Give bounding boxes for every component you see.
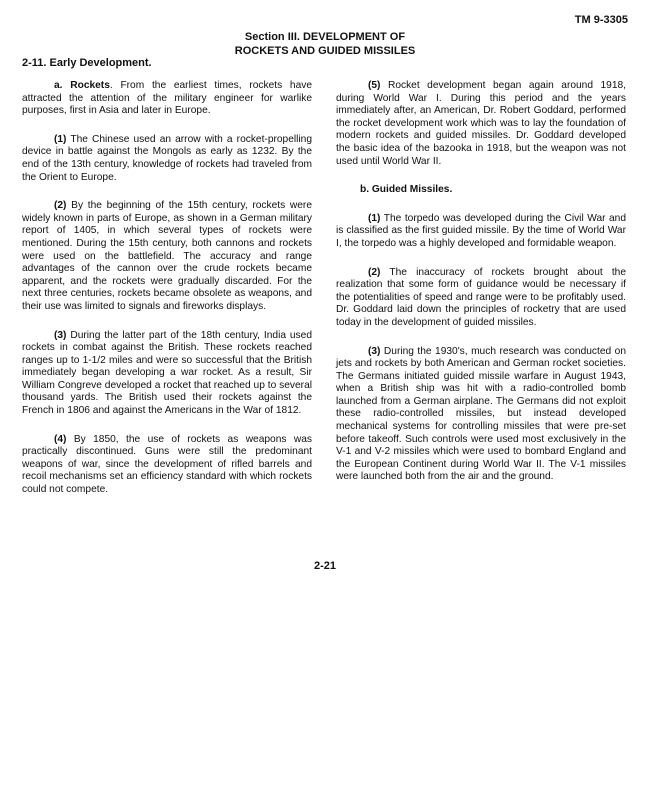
left-column [22, 80, 312, 513]
para-b-guided-missiles: b. Guided Missiles. [360, 184, 453, 196]
para-4 [22, 434, 312, 497]
para-b2-num: (2) [368, 266, 381, 278]
para-b3 [336, 346, 626, 485]
para-5-num: (5) [368, 80, 381, 91]
para-3 [22, 330, 312, 418]
section-title [0, 30, 650, 58]
para-a-label: a. Rockets [54, 80, 110, 91]
para-b1 [336, 213, 626, 251]
para-b1-text: The torpedo was developed during the Civil War and is classified as the first guided missile. By the time of World War I, the torpedo was a highly developed and formidable weapon. [336, 212, 626, 249]
para-1-num: (1) [54, 133, 67, 145]
para-1-text: The Chinese used an arrow with a rocket-propelling device in battle against the Mongols as early as 1232. By the end of the 13th century, knowledge of rockets had traveled from the Orient to Europe. [22, 133, 312, 183]
para-b2 [336, 267, 626, 330]
paragraph-heading: 2-11. Early Development. [22, 57, 152, 69]
para-2-text: By the beginning of the 15th century, rockets were widely known in parts of Europe, as shown in a German military report of 1405, in which several types of rockets were mentioned. During the 15th century, both cannons and rockets were used on the battlefield. The accuracy and range advantages of the cannon over the crude rockets became apparent, and the rockets were gradually discarded. For the next three centuries, rockets became obsolete as weapons, and their use was limited to signals and fireworks displays. [22, 200, 312, 312]
para-1 [22, 134, 312, 184]
para-4-num: (4) [54, 433, 67, 445]
para-b3-num: (3) [368, 345, 381, 357]
para-a-rockets [22, 80, 312, 118]
para-2 [22, 200, 312, 313]
document-id: TM 9-3305 [574, 14, 628, 26]
para-3-num: (3) [54, 329, 67, 341]
para-b1-num: (1) [368, 212, 381, 224]
section-title-line2: ROCKETS AND GUIDED MISSILES [234, 45, 416, 57]
para-5-text: Rocket development began again around 1918, during World War I. During this period and the years immediately after, an American, Dr. Robert Goddard, performed the rocket development work which was to lay the foundation of modern rockets and guided missiles. Dr. Goddard developed the basic idea of the bazooka in 1918, but the weapon was not used until World War II. [336, 80, 626, 167]
page-number: 2-21 [313, 560, 337, 572]
right-column [336, 80, 626, 500]
para-b3-text: During the 1930's, much research was conducted on jets and rockets by both American and German rocket societies. The Germans initiated guided missile warfare in August 1943, when a British ship was hit with a radio-controlled bomb launched from a German airplane. The Germans did not exploit these radio-controlled missiles, but instead developed mechanical systems for controlling missiles that were pre-set before takeoff. Such controls were used most exclusively in the V-1 and V-2 missiles which were used to bombard England and the European Continent during World War II. The V-1 missiles were launched both from the air and the ground. [336, 345, 626, 483]
para-a-text: . From the earliest times, rockets have attracted the attention of the military engineer for warlike purposes, first in Asia and later in Europe. [22, 80, 312, 117]
section-title-line1: Section III. DEVELOPMENT OF [244, 31, 406, 43]
para-b2-text: The inaccuracy of rockets brought about the realization that some form of guidance would be necessary if the potentialities of speed and range were to be profitably used. Dr. Goddard laid down the principles of rocketry that are used today in the development of guided missiles. [336, 266, 626, 328]
para-5 [336, 80, 626, 168]
para-2-num: (2) [54, 200, 67, 212]
para-3-text: During the latter part of the 18th century, India used rockets in combat against the British. These rockets reached ranges up to 1-1/2 miles and were so successful that the British immediately began developing a war rocket. As a result, Sir William Congreve developed a rocket that reached up to several thousand yards. The British used their rockets against the French in 1806 and against the Americans in the War of 1812. [22, 329, 312, 417]
para-4-text: By 1850, the use of rockets as weapons was practically discontinued. Guns were still the predominant weapons of war, since the development of rifled barrels and recoil mechanisms set an efficiency standard with which rockets could not compete. [22, 433, 312, 496]
